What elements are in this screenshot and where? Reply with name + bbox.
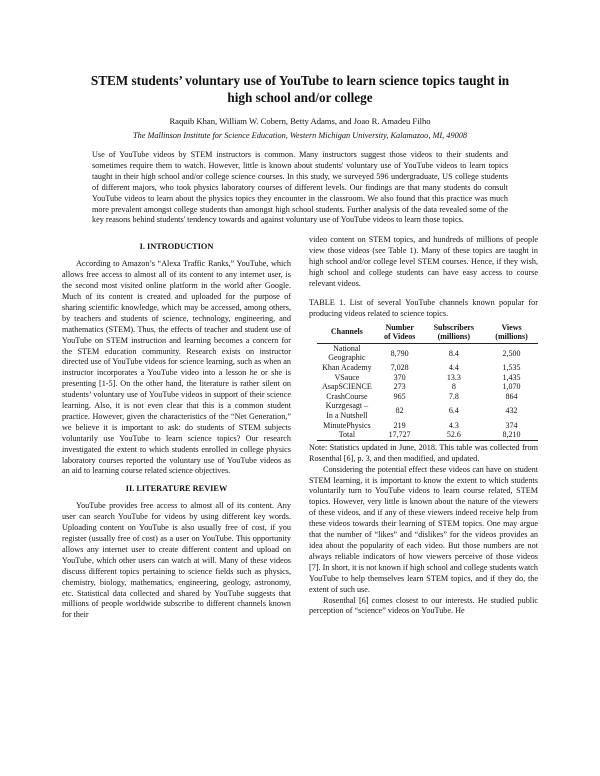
table-row bbox=[317, 363, 538, 373]
two-column-body bbox=[62, 235, 538, 621]
table-body bbox=[317, 343, 538, 440]
table-row bbox=[317, 421, 538, 431]
header-views: Views (millions) bbox=[485, 322, 538, 344]
literature-review-paragraph: YouTube provides free access to almost all of its content. Any user can search YouTube for videos by using different key words. Uploading content on YouTube is also usually free of cost, if you register (usually free of cost) as a user on YouTube. This opportunity allows any internet user to create different content and upload on YouTube, which other users can watch at will. Many of these videos discuss different topics pertaining to science fields such as physics, chemistry, biology, mathematics, engineering, geology, astronomy, etc. Statistical data collected and shared by YouTube suggests that millions of people worldwide subscribe to different channels known for their bbox=[62, 501, 291, 620]
cell-channel: Kurzgesagt – In a Nutshell bbox=[325, 401, 369, 421]
table-row bbox=[317, 401, 538, 420]
cell-videos: 8,790 bbox=[390, 348, 409, 358]
header-videos: Number of Videos bbox=[377, 322, 423, 344]
cell-views: 432 bbox=[505, 406, 518, 416]
cell-views: 1,070 bbox=[502, 382, 521, 392]
continued-paragraph: video content on STEM topics, and hundreds of millions of people view those videos (see Table 1). Many of these topics are taught in high school and/or college level STEM courses. Hence, if they wish, high school and college students can have easy access to course relevant videos. bbox=[309, 235, 538, 288]
left-column bbox=[62, 235, 291, 621]
cell-subscribers: 13.3 bbox=[446, 372, 461, 382]
header-subscribers: Subscribers (millions) bbox=[423, 322, 485, 344]
rosenthal-paragraph: Rosenthal [6] comes closest to our interests. He studied public perception of “science” videos on YouTube. He bbox=[309, 595, 538, 616]
cell-videos: 273 bbox=[393, 382, 406, 392]
table-caption: TABLE 1. List of several YouTube channels known popular for producing videos related to science topics. bbox=[309, 297, 538, 318]
cell-channel: Total bbox=[317, 430, 377, 440]
cell-subscribers: 4.4 bbox=[448, 363, 459, 373]
cell-subscribers: 8.4 bbox=[448, 348, 459, 358]
right-column bbox=[309, 235, 538, 621]
table-header-row bbox=[317, 322, 538, 344]
cell-channel: VSauce bbox=[334, 372, 360, 382]
cell-subscribers: 7.8 bbox=[448, 391, 459, 401]
cell-channel: National Geographic bbox=[328, 343, 366, 363]
cell-views: 8,210 bbox=[485, 430, 538, 440]
introduction-paragraph: According to Amazon’s “Alexa Traffic Ranks,” YouTube, which allows free access to almost all of its content to any internet user, is the second most visited online platform in the world after Google. Much of its content is created and uploaded for the purpose of sharing scientific knowledge, which may be accessed, among others, by teachers and students of science, technology, engineering, and mathematics (STEM). Thus, the effects of teacher and student use of YouTube on STEM instruction and learning becomes a concern for the STEM education community. Research exists on instructor directed use of YouTube videos for science learning, such as when an instructor incorporates a YouTube video into a lesson he or she is presenting [1-5]. On the other hand, the literature is rather silent on students’ voluntary use of YouTube videos in support of their science learning. Also, it is not even clear that this is a common student practice. However, given the characteristics of the “Net Generation,” we believe it is important to ask: do students of STEM subjects voluntarily use YouTube to learn science topics? Our research investigated the extent to which students enrolled in college physics laboratory courses reported the voluntary use of YouTube videos as an aid to learning course related science objectives. bbox=[62, 259, 291, 476]
cell-views: 1,435 bbox=[502, 372, 521, 382]
cell-views: 2,500 bbox=[502, 348, 521, 358]
cell-videos: 219 bbox=[393, 420, 406, 430]
cell-views: 864 bbox=[505, 391, 518, 401]
table-row bbox=[317, 373, 538, 383]
header-channels: Channels bbox=[317, 322, 377, 344]
cell-subscribers: 52.6 bbox=[423, 430, 485, 440]
cell-channel: CrashCourse bbox=[326, 391, 368, 401]
cell-videos: 965 bbox=[393, 391, 406, 401]
table-row bbox=[317, 343, 538, 363]
table-row bbox=[317, 382, 538, 392]
cell-videos: 370 bbox=[393, 372, 406, 382]
cell-subscribers: 4.3 bbox=[448, 420, 459, 430]
cell-subscribers: 6.4 bbox=[448, 406, 459, 416]
section-heading-introduction: I. INTRODUCTION bbox=[139, 242, 214, 252]
cell-views: 374 bbox=[505, 420, 518, 430]
cell-views: 1,535 bbox=[502, 363, 521, 373]
cell-channel: MinutePhysics bbox=[323, 420, 371, 430]
section-heading-literature-review: II. LITERATURE REVIEW bbox=[125, 484, 228, 494]
table-note: Note: Statistics updated in June, 2018. This table was collected from Rosenthal [6], p. 3, and then modified, and updated. bbox=[309, 442, 538, 463]
paper-title: STEM students’ voluntary use of YouTube to learn science topics taught in high school and/or college bbox=[90, 73, 510, 105]
affiliation: The Mallinson Institute for Science Education, Western Michigan University, Kalamazoo, MI, 49008 bbox=[132, 131, 468, 140]
channels-table bbox=[317, 322, 538, 441]
cell-videos: 17,727 bbox=[377, 430, 423, 440]
cell-channel: AsapSCIENCE bbox=[322, 382, 372, 392]
cell-videos: 7,028 bbox=[390, 363, 409, 373]
table-row bbox=[317, 392, 538, 402]
abstract: Use of YouTube videos by STEM instructors is common. Many instructors suggest those videos to their students and sometimes require them to watch. However, little is known about students' voluntary use of YouTube videos to learn topics taught in their high school and/or college science courses. In this study, we surveyed 596 undergraduate, US college students of different majors, who took physics laboratory courses of different levels. Our findings are that many students do consult YouTube videos to learn about the physics topics they encounter in the classroom. We also found that this practice was much more prevalent amongst college students than amongst high school students. Further analysis of the data revealed some of the key reasons behind students' tendency towards and against voluntary use of YouTube videos to learn those topics. bbox=[92, 150, 508, 225]
table-total-row bbox=[317, 430, 538, 440]
author-list: Raquib Khan, William W. Cobern, Betty Adams, and Joao R. Amadeu Filho bbox=[169, 116, 431, 126]
discussion-paragraph: Considering the potential effect these videos can have on student STEM learning, it is important to know the extent to which students voluntarily turn to YouTube videos to learn course related, STEM topics. However, very little is known about the nature of the viewers of these videos, and if any of these viewers indeed receive help from these videos towards their learning of STEM topics. One may argue that the number of “likes” and “dislikes” for the videos provides an idea about the popularity of each video. But those numbers are not always reliable indicators of how viewers perceive of those videos [7]. In short, it is not known if high school and college students watch YouTube to help themselves learn STEM topics, and if they do, the extent of such use. bbox=[309, 464, 538, 594]
cell-channel: Khan Academy bbox=[322, 363, 372, 373]
cell-videos: 82 bbox=[395, 406, 404, 416]
cell-subscribers: 8 bbox=[451, 382, 456, 392]
